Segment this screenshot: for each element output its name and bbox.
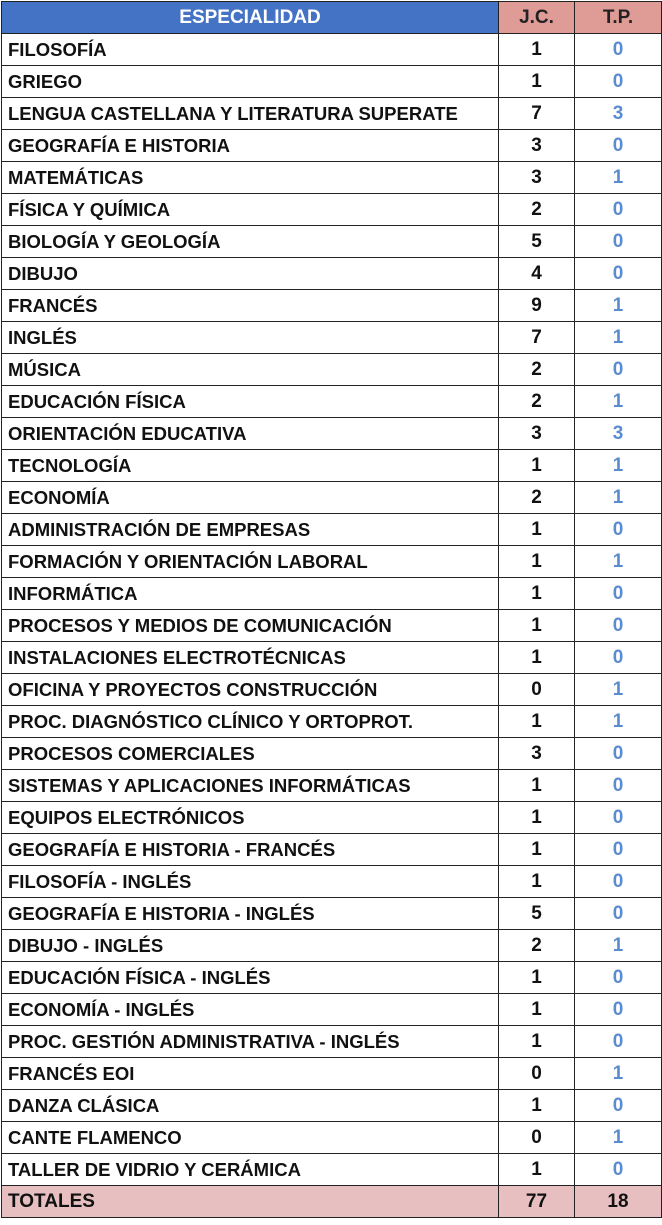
tp-cell[interactable]: 1 <box>575 482 662 514</box>
jc-cell[interactable]: 1 <box>499 802 575 834</box>
table-row <box>2 898 662 930</box>
tp-cell[interactable]: 1 <box>575 1058 662 1090</box>
jc-cell[interactable]: 5 <box>499 226 575 258</box>
name-cell[interactable]: DIBUJO - INGLÉS <box>2 930 499 962</box>
table-row <box>2 706 662 738</box>
tp-cell[interactable]: 1 <box>575 1122 662 1154</box>
name-cell[interactable]: PROC. GESTIÓN ADMINISTRATIVA - INGLÉS <box>2 1026 499 1058</box>
tp-cell[interactable]: 1 <box>575 674 662 706</box>
tp-cell[interactable]: 0 <box>575 1090 662 1122</box>
tp-cell[interactable]: 0 <box>575 738 662 770</box>
jc-cell[interactable]: 1 <box>499 450 575 482</box>
jc-cell[interactable]: 1 <box>499 642 575 674</box>
tp-cell[interactable]: 0 <box>575 610 662 642</box>
header-jc[interactable]: J.C. <box>499 2 575 34</box>
tp-cell[interactable]: 1 <box>575 290 662 322</box>
header-tp[interactable]: T.P. <box>575 2 662 34</box>
name-cell[interactable]: ECONOMÍA - INGLÉS <box>2 994 499 1026</box>
table-row <box>2 930 662 962</box>
totals-row <box>2 1186 662 1218</box>
jc-cell[interactable]: 7 <box>499 98 575 130</box>
tp-cell[interactable]: 1 <box>575 322 662 354</box>
table-row <box>2 962 662 994</box>
jc-cell[interactable]: 9 <box>499 290 575 322</box>
name-cell[interactable]: PROCESOS COMERCIALES <box>2 738 499 770</box>
tp-cell[interactable]: 0 <box>575 994 662 1026</box>
jc-cell[interactable]: 3 <box>499 162 575 194</box>
name-cell[interactable]: INGLÉS <box>2 322 499 354</box>
tp-cell[interactable]: 0 <box>575 226 662 258</box>
jc-cell[interactable]: 1 <box>499 578 575 610</box>
table-row <box>2 226 662 258</box>
table-row <box>2 258 662 290</box>
tp-cell[interactable]: 0 <box>575 130 662 162</box>
tp-cell[interactable]: 0 <box>575 642 662 674</box>
jc-cell[interactable]: 2 <box>499 194 575 226</box>
name-cell[interactable]: GEOGRAFÍA E HISTORIA - INGLÉS <box>2 898 499 930</box>
totals-jc-cell[interactable]: 77 <box>499 1186 575 1218</box>
jc-cell[interactable]: 1 <box>499 770 575 802</box>
jc-cell[interactable]: 2 <box>499 354 575 386</box>
name-cell[interactable]: CANTE FLAMENCO <box>2 1122 499 1154</box>
totals-label-cell[interactable]: TOTALES <box>2 1186 499 1218</box>
jc-cell[interactable]: 1 <box>499 610 575 642</box>
tp-cell[interactable]: 0 <box>575 258 662 290</box>
tp-cell[interactable]: 0 <box>575 194 662 226</box>
tp-cell[interactable]: 1 <box>575 386 662 418</box>
jc-cell[interactable]: 4 <box>499 258 575 290</box>
jc-cell[interactable]: 1 <box>499 994 575 1026</box>
table-row <box>2 546 662 578</box>
jc-cell[interactable]: 1 <box>499 1026 575 1058</box>
table-row <box>2 834 662 866</box>
jc-cell[interactable]: 2 <box>499 930 575 962</box>
jc-cell[interactable]: 1 <box>499 834 575 866</box>
name-cell[interactable]: BIOLOGÍA Y GEOLOGÍA <box>2 226 499 258</box>
table-row <box>2 386 662 418</box>
name-cell[interactable]: MÚSICA <box>2 354 499 386</box>
jc-cell[interactable]: 1 <box>499 706 575 738</box>
name-cell[interactable]: DANZA CLÁSICA <box>2 1090 499 1122</box>
name-cell[interactable]: EQUIPOS ELECTRÓNICOS <box>2 802 499 834</box>
table-row <box>2 354 662 386</box>
name-cell[interactable]: INFORMÁTICA <box>2 578 499 610</box>
tp-cell[interactable]: 1 <box>575 706 662 738</box>
jc-cell[interactable]: 1 <box>499 1090 575 1122</box>
name-cell[interactable]: ECONOMÍA <box>2 482 499 514</box>
table-row <box>2 1154 662 1186</box>
name-cell[interactable]: GEOGRAFÍA E HISTORIA <box>2 130 499 162</box>
name-cell[interactable]: INSTALACIONES ELECTROTÉCNICAS <box>2 642 499 674</box>
name-cell[interactable]: SISTEMAS Y APLICACIONES INFORMÁTICAS <box>2 770 499 802</box>
tp-cell[interactable]: 0 <box>575 66 662 98</box>
totals-tp-cell[interactable]: 18 <box>575 1186 662 1218</box>
name-cell[interactable]: ADMINISTRACIÓN DE EMPRESAS <box>2 514 499 546</box>
tp-cell[interactable]: 0 <box>575 770 662 802</box>
table-row <box>2 162 662 194</box>
table-row <box>2 34 662 66</box>
jc-cell[interactable]: 2 <box>499 386 575 418</box>
jc-cell[interactable]: 1 <box>499 34 575 66</box>
jc-cell[interactable]: 3 <box>499 738 575 770</box>
name-cell[interactable]: FRANCÉS EOI <box>2 1058 499 1090</box>
name-cell[interactable]: LENGUA CASTELLANA Y LITERATURA SUPERATE <box>2 98 499 130</box>
table-row <box>2 1090 662 1122</box>
table-row <box>2 194 662 226</box>
tp-cell[interactable]: 0 <box>575 578 662 610</box>
name-cell[interactable]: ORIENTACIÓN EDUCATIVA <box>2 418 499 450</box>
jc-cell[interactable]: 3 <box>499 418 575 450</box>
table-row <box>2 130 662 162</box>
jc-cell[interactable]: 5 <box>499 898 575 930</box>
table-row <box>2 994 662 1026</box>
name-cell[interactable]: FILOSOFÍA <box>2 34 499 66</box>
name-cell[interactable]: TALLER DE VIDRIO Y CERÁMICA <box>2 1154 499 1186</box>
tp-cell[interactable]: 1 <box>575 546 662 578</box>
table-row <box>2 674 662 706</box>
table-row <box>2 290 662 322</box>
tp-cell[interactable]: 1 <box>575 162 662 194</box>
tp-cell[interactable]: 1 <box>575 930 662 962</box>
tp-cell[interactable]: 0 <box>575 1026 662 1058</box>
name-cell[interactable]: GRIEGO <box>2 66 499 98</box>
jc-cell[interactable]: 3 <box>499 130 575 162</box>
tp-cell[interactable]: 0 <box>575 898 662 930</box>
jc-cell[interactable]: 0 <box>499 674 575 706</box>
jc-cell[interactable]: 1 <box>499 514 575 546</box>
table-row <box>2 418 662 450</box>
name-cell[interactable]: PROCESOS Y MEDIOS DE COMUNICACIÓN <box>2 610 499 642</box>
table-row <box>2 770 662 802</box>
header-row <box>2 2 662 34</box>
table-row <box>2 642 662 674</box>
name-cell[interactable]: FÍSICA Y QUÍMICA <box>2 194 499 226</box>
table-row <box>2 610 662 642</box>
tp-cell[interactable]: 0 <box>575 802 662 834</box>
jc-cell[interactable]: 1 <box>499 1154 575 1186</box>
jc-cell[interactable]: 7 <box>499 322 575 354</box>
name-cell[interactable]: DIBUJO <box>2 258 499 290</box>
especialidad-table <box>1 1 662 1218</box>
header-especialidad[interactable]: ESPECIALIDAD <box>2 2 499 34</box>
name-cell[interactable]: FILOSOFÍA - INGLÉS <box>2 866 499 898</box>
table-row <box>2 450 662 482</box>
jc-cell[interactable]: 1 <box>499 546 575 578</box>
name-cell[interactable]: GEOGRAFÍA E HISTORIA - FRANCÉS <box>2 834 499 866</box>
tp-cell[interactable]: 0 <box>575 962 662 994</box>
table-body <box>2 34 662 1186</box>
name-cell[interactable]: EDUCACIÓN FÍSICA - INGLÉS <box>2 962 499 994</box>
tp-cell[interactable]: 0 <box>575 866 662 898</box>
tp-cell[interactable]: 0 <box>575 514 662 546</box>
tp-cell[interactable]: 0 <box>575 1154 662 1186</box>
name-cell[interactable]: PROC. DIAGNÓSTICO CLÍNICO Y ORTOPROT. <box>2 706 499 738</box>
table-row <box>2 514 662 546</box>
name-cell[interactable]: TECNOLOGÍA <box>2 450 499 482</box>
tp-cell[interactable]: 1 <box>575 450 662 482</box>
table-row <box>2 866 662 898</box>
tp-cell[interactable]: 3 <box>575 418 662 450</box>
jc-cell[interactable]: 0 <box>499 1122 575 1154</box>
name-cell[interactable]: OFICINA Y PROYECTOS CONSTRUCCIÓN <box>2 674 499 706</box>
name-cell[interactable]: FORMACIÓN Y ORIENTACIÓN LABORAL <box>2 546 499 578</box>
table-row <box>2 802 662 834</box>
tp-cell[interactable]: 0 <box>575 834 662 866</box>
tp-cell[interactable]: 0 <box>575 34 662 66</box>
table-row <box>2 738 662 770</box>
tp-cell[interactable]: 0 <box>575 354 662 386</box>
jc-cell[interactable]: 1 <box>499 66 575 98</box>
table-row <box>2 98 662 130</box>
name-cell[interactable]: MATEMÁTICAS <box>2 162 499 194</box>
table-row <box>2 322 662 354</box>
table-row <box>2 578 662 610</box>
table-row <box>2 1026 662 1058</box>
tp-cell[interactable]: 3 <box>575 98 662 130</box>
jc-cell[interactable]: 1 <box>499 962 575 994</box>
jc-cell[interactable]: 1 <box>499 866 575 898</box>
table-row <box>2 482 662 514</box>
table-row <box>2 1058 662 1090</box>
jc-cell[interactable]: 2 <box>499 482 575 514</box>
table-row <box>2 1122 662 1154</box>
jc-cell[interactable]: 0 <box>499 1058 575 1090</box>
table-row <box>2 66 662 98</box>
name-cell[interactable]: FRANCÉS <box>2 290 499 322</box>
name-cell[interactable]: EDUCACIÓN FÍSICA <box>2 386 499 418</box>
